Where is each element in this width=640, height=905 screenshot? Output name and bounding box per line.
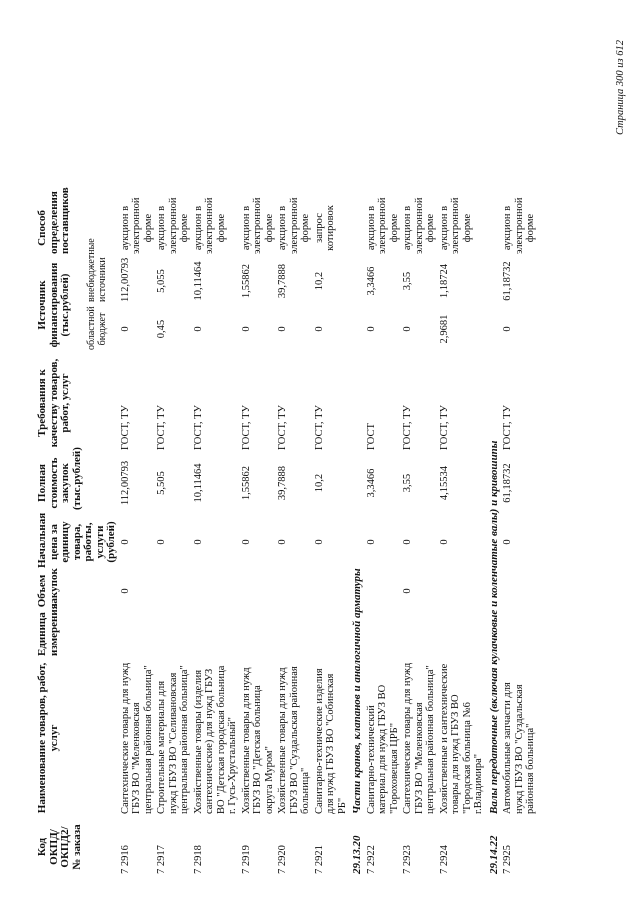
- row-name: Хозяйственные товары для нужд ГБУЗ ВО "Детская больница округа Муром": [240, 667, 275, 814]
- row-requirements: ГОСТ, ТУ: [402, 405, 413, 450]
- table-row: [276, 199, 313, 877]
- row-fin-offbudget: 1,55862: [240, 263, 252, 299]
- row-unit: [155, 611, 192, 659]
- header-financing: Источник финансирования (тыс.рублей): [36, 262, 71, 348]
- row-method: аукцион в электронной форме: [240, 197, 275, 254]
- row-name: Автомобильные запчасти для нужд ГБУЗ ВО "Суздальская районная больница": [502, 682, 536, 814]
- row-qty: 0: [402, 588, 413, 594]
- group-row: [349, 199, 365, 877]
- row-code: 7 2918: [192, 845, 204, 874]
- row-unit: [401, 611, 438, 659]
- row-fin-regional: 0,45: [156, 319, 167, 339]
- header-fin-regional: областной бюджет: [85, 306, 109, 350]
- page-number: Страница 300 из 612: [615, 40, 626, 136]
- row-unit: [438, 611, 486, 659]
- row-method: аукцион в электронной форме: [156, 197, 190, 254]
- row-price: 0: [438, 539, 450, 545]
- table-body: [119, 199, 538, 877]
- row-qty: [313, 571, 350, 611]
- row-qty: [438, 571, 486, 611]
- row-requirements: ГОСТ, ТУ: [156, 405, 167, 450]
- row-cost: 39,7888: [277, 465, 288, 501]
- header-fin-offbudget: внебюджетные источники: [85, 238, 109, 302]
- header-code: Код ОКПД/ ОКПД2/ № заказа: [36, 824, 83, 870]
- row-method: аукцион в электронной форме: [277, 197, 311, 254]
- row-code: 7 2916: [119, 845, 131, 874]
- row-price: 0: [277, 539, 288, 545]
- row-name: Хозяйственные и сантехнические товары для нужд ГБУЗ ВО "Городская больница №6 г.Владимира": [438, 663, 484, 814]
- table-row: [192, 199, 240, 877]
- row-code: 7 2923: [402, 845, 413, 874]
- row-qty: [192, 571, 240, 611]
- row-name: Санитарно-технические изделия для нужд ГБУЗ ВО "Собинская РБ": [313, 668, 348, 814]
- row-cost: 112,00793: [119, 460, 131, 506]
- table-row: [313, 199, 350, 877]
- row-name: Сантехнические товары для нужд ГБУЗ ВО "Меленковская центральная районная больница": [402, 662, 436, 814]
- row-cost: 61,18732: [502, 463, 513, 503]
- row-fin-regional: 0: [240, 326, 252, 332]
- table-row: [155, 199, 192, 877]
- row-cost: 3,55: [402, 473, 413, 493]
- row-unit: [365, 611, 402, 659]
- table-row: [501, 199, 538, 877]
- row-fin-offbudget: 39,7888: [277, 263, 288, 299]
- group-title: Валы передаточные (включая кулачковые и коленчатые валы) и кривошипы: [487, 440, 500, 814]
- row-cost: 3,3466: [365, 468, 377, 498]
- row-requirements: ГОСТ, ТУ: [438, 405, 450, 450]
- header-cost: Полная стоимость закупок (тыс.рублей): [36, 447, 83, 510]
- row-fin-offbudget: 1,18724: [438, 263, 450, 299]
- table-row: [438, 199, 486, 877]
- row-unit: [276, 611, 313, 659]
- group-code: 29.13.20: [351, 835, 363, 874]
- row-price: 0: [313, 539, 325, 545]
- row-price: 0: [192, 539, 204, 545]
- row-fin-regional: 0: [277, 326, 288, 332]
- row-fin-regional: 0: [192, 326, 204, 332]
- row-unit: [501, 611, 538, 659]
- header-price: Начальная цена за единицу товара, работы, услуги (рублей): [36, 512, 117, 568]
- row-fin-offbudget: 5,055: [156, 269, 167, 293]
- row-requirements: ГОСТ, ТУ: [277, 405, 288, 450]
- row-qty: [501, 571, 538, 611]
- row-name: Строительные материалы для нужд ГБУЗ ВО "Селивановская центральная районная больница": [156, 665, 190, 814]
- row-requirements: ГОСТ, ТУ: [192, 405, 204, 450]
- header-qty: Объем закупок: [36, 568, 60, 608]
- row-requirements: ГОСТ, ТУ: [313, 405, 325, 450]
- row-cost: 10,2: [313, 473, 325, 493]
- row-unit: [192, 611, 240, 659]
- header-unit: Единица измерения: [36, 603, 60, 656]
- group-code: 29.14.22: [487, 835, 500, 874]
- row-name: Хозяйственные товары (изделия сантехнические) для нужд ГБУЗ ВО "Детская городская больница г. Гусь-Хрустальный": [192, 665, 238, 814]
- table-row: [119, 199, 156, 877]
- row-fin-regional: 2,9681: [438, 314, 450, 344]
- row-fin-offbudget: 3,55: [402, 271, 413, 291]
- row-fin-regional: 0: [402, 326, 413, 332]
- row-cost: 10,11464: [192, 463, 204, 503]
- row-unit: [119, 611, 156, 659]
- row-qty: 0: [119, 588, 131, 594]
- row-requirements: ГОСТ, ТУ: [240, 405, 252, 450]
- row-code: 7 2919: [240, 845, 252, 874]
- header-name: Наименование товаров, работ, услуг: [36, 662, 60, 814]
- row-name: Хозяйственные товары для нужд ГБУЗ ВО "Суздальская районная больница": [277, 666, 311, 814]
- row-requirements: ГОСТ, ТУ: [119, 405, 131, 450]
- row-cost: 1,55862: [240, 465, 252, 501]
- row-method: аукцион в электронной форме: [119, 197, 154, 254]
- row-method: аукцион в электронной форме: [438, 197, 473, 254]
- row-price: 0: [402, 539, 413, 545]
- row-fin-offbudget: 3,3466: [365, 266, 377, 296]
- row-price: 0: [240, 539, 252, 545]
- header-method: Способ определения поставщиков: [36, 187, 71, 254]
- row-code: 7 2924: [438, 845, 450, 874]
- row-code: 7 2920: [277, 845, 288, 874]
- row-method: аукцион в электронной форме: [192, 197, 227, 254]
- row-fin-regional: 0: [365, 326, 377, 332]
- row-method: запрос котировок: [313, 205, 336, 251]
- table-header-row: [36, 199, 85, 877]
- row-unit: [313, 611, 350, 659]
- header-requirements: Требования к качеству товаров, работ, услуг: [36, 358, 71, 448]
- row-method: аукцион в электронной форме: [365, 197, 400, 254]
- procurement-table: [36, 187, 538, 877]
- row-method: аукцион в электронной форме: [502, 197, 536, 254]
- row-qty: [276, 571, 313, 611]
- row-name: Санитарно-технический материал для нужд ГБУЗ ВО "Гороховецкая ЦРБ": [365, 684, 400, 814]
- table-row: [240, 199, 277, 877]
- row-qty: [240, 571, 277, 611]
- row-price: 0: [156, 539, 167, 545]
- row-requirements: ГОСТ: [365, 423, 377, 450]
- row-code: 7 2921: [313, 845, 325, 874]
- row-price: 0: [365, 539, 377, 545]
- table-row: [365, 199, 402, 877]
- row-fin-regional: 0: [502, 326, 513, 332]
- row-fin-regional: 0: [119, 326, 131, 332]
- group-row: [486, 199, 502, 877]
- row-code: 7 2925: [502, 845, 513, 874]
- row-qty: [155, 571, 192, 611]
- row-name: Сантехнические товары для нужд ГБУЗ ВО "Меленковская центральная районная больница": [119, 662, 154, 814]
- row-fin-offbudget: 10,2: [313, 271, 325, 291]
- row-requirements: ГОСТ, ТУ: [502, 405, 513, 450]
- row-qty: [365, 571, 402, 611]
- row-fin-regional: 0: [313, 326, 325, 332]
- row-cost: 5,505: [156, 471, 167, 495]
- row-fin-offbudget: 61,18732: [502, 261, 513, 301]
- row-fin-offbudget: 112,00793: [119, 257, 131, 302]
- row-fin-offbudget: 10,11464: [192, 261, 204, 301]
- row-code: 7 2917: [156, 845, 167, 874]
- table-row: [401, 199, 438, 877]
- row-price: 0: [119, 539, 131, 545]
- row-price: 0: [502, 539, 513, 545]
- row-method: аукцион в электронной форме: [402, 197, 436, 254]
- row-cost: 4,15534: [438, 465, 450, 501]
- row-code: 7 2922: [365, 845, 377, 874]
- group-title: Части кранов, клапанов и аналогичной арматуры: [351, 568, 363, 814]
- row-unit: [240, 611, 277, 659]
